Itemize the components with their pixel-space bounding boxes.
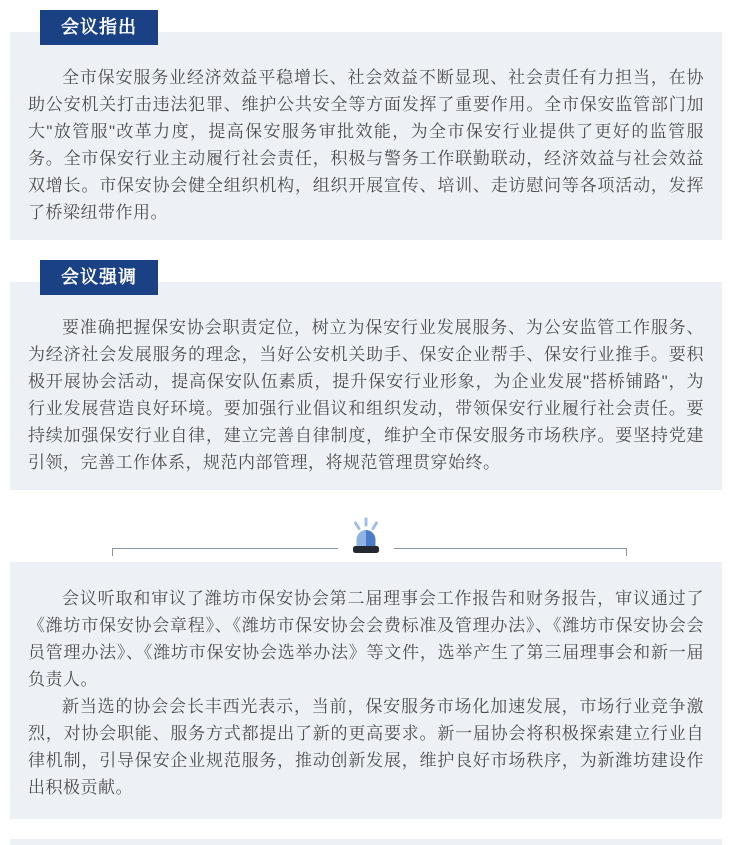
paragraph: 会议听取和审议了潍坊市保安协会第二届理事会工作报告和财务报告，审议通过了《潍坊市保安协会章程》、《潍坊市保安协会会费标准及管理办法》、《潍坊市保安协会会员管理办法》、《潍坊市保安协会选举办法》等文件，选举产生了第三届理事会和新一届负责人。 bbox=[28, 589, 704, 689]
divider-line-left bbox=[112, 548, 338, 556]
section-meeting-pointed-out bbox=[10, 10, 722, 240]
next-section-peek bbox=[10, 839, 722, 845]
article-page bbox=[0, 10, 732, 845]
section-badge-emphasized bbox=[40, 260, 158, 295]
paragraph: 要准确把握保安协会职责定位，树立为保安行业发展服务、为公安监管工作服务、为经济社会发展服务的理念，当好公安机关助手、保安企业帮手、保安行业推手。要积极开展协会活动，提高保安队伍素质，提升保安行业形象，为企业发展"搭桥铺路"，为行业发展营造良好环境。要加强行业倡议和组织发动，带领保安行业履行社会责任。要持续加强保安行业自律，建立完善自律制度，维护全市保安服务市场秩序。要坚持党建引领，完善工作体系，规范内部管理，将规范管理贯穿始终。 bbox=[28, 318, 704, 472]
section-divider bbox=[10, 510, 722, 562]
section-body-box bbox=[10, 282, 722, 490]
badge-label: 会议指出 bbox=[61, 17, 137, 37]
section-body-box bbox=[10, 562, 722, 819]
section-meeting-summary bbox=[10, 562, 722, 819]
section-badge-pointed-out bbox=[40, 10, 158, 45]
siren-icon bbox=[348, 516, 384, 558]
section-meeting-emphasized bbox=[10, 260, 722, 490]
paragraph: 新当选的协会会长丰西光表示，当前，保安服务市场化加速发展，市场行业竞争激烈，对协会职能、服务方式都提出了新的更高要求。新一届协会将积极探索建立行业自律机制，引导保安企业规范服务，推动创新发展，维护良好市场秩序，为新潍坊建设作出积极贡献。 bbox=[28, 697, 704, 797]
paragraph: 全市保安服务业经济效益平稳增长、社会效益不断显现、社会责任有力担当，在协助公安机关打击违法犯罪、维护公共安全等方面发挥了重要作用。全市保安监管部门加大"放管服"改革力度，提高保安服务审批效能，为全市保安行业提供了更好的监管服务。全市保安行业主动履行社会责任，积极与警务工作联勤联动，经济效益与社会效益双增长。市保安协会健全组织机构，组织开展宣传、培训、走访慰问等各项活动，发挥了桥梁纽带作用。 bbox=[28, 68, 704, 222]
section-body-box bbox=[10, 32, 722, 240]
badge-label: 会议强调 bbox=[61, 267, 137, 287]
divider-line-right bbox=[394, 548, 627, 556]
